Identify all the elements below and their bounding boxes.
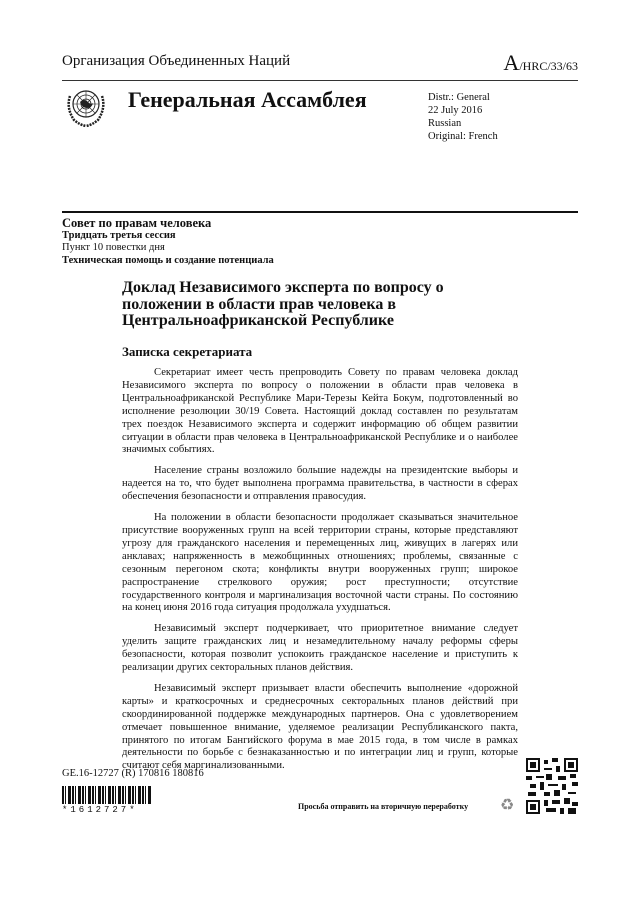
job-number: GE.16-12727 (R) 170816 180816 — [62, 768, 204, 779]
note-title: Записка секретариата — [122, 344, 253, 359]
assembly-title: Генеральная Ассамблея — [128, 87, 367, 112]
organization-name: Организация Объединенных Наций — [62, 53, 291, 69]
symbol-rest: /HRC/33/63 — [519, 59, 578, 73]
paragraph: Независимый эксперт подчеркивает, что приоритетное внимание следует уделить защите гражданских лиц и незамедлительному началу реформы сферы безопасности, которая позволит успокоить гражданское население и приступить к реализации других секторальных планов действия. — [122, 623, 518, 674]
recycle-icon: ♻ — [500, 797, 515, 814]
report-title: Доклад Независимого эксперта по вопросу о положении в области прав человека в Центральноафриканской Республике — [122, 279, 444, 329]
council-name: Совет по правам человека — [62, 216, 212, 230]
language: Russian — [428, 118, 462, 129]
document-symbol — [503, 50, 578, 76]
section-rule — [62, 211, 578, 213]
original-language: Original: French — [428, 131, 498, 142]
distribution: Distr.: General — [428, 92, 490, 103]
qr-code-icon — [526, 758, 578, 814]
symbol-prefix: A — [503, 50, 520, 75]
paragraph: Независимый эксперт призывает власти обеспечить выполнение «дорожной карты» и краткосрочных и среднесрочных секторальных планов действий при скоординированной поддержке международных партнеров. Она с удовлетворением отмечает повышенное внимание, уделяемое реализации Республиканского пакта, принятого по итогам Бангийского форума в мае 2015 года, в том числе в рамках деятельности по борьбе с безнаказанностью и по интеграции лиц и групп, которые считают себя маргинализованными. — [122, 682, 518, 772]
distribution-info — [428, 91, 498, 143]
paragraph: Население страны возложило большие надежды на президентские выборы и надеется на то, что будет выполнена программа правительства, в частности в сферах обеспечения безопасности и отправления правосудия. — [122, 465, 518, 503]
barcode-icon — [62, 786, 152, 804]
recycle-text: Просьба отправить на вторичную переработку — [298, 802, 469, 811]
date: 22 July 2016 — [428, 105, 483, 116]
paragraph: Секретариат имеет честь препроводить Совету по правам человека доклад Независимого эксперта по вопросу о положении в области прав человека в Центральноафриканской Республике Мари-Терезы Кейта Бокум, подготовленный во исполнение резолюции 30/19 Совета. Настоящий доклад составлен по результатам трех поездок Независимого эксперта и содержит информацию об общем развитии ситуации в области прав человека в Центральноафриканской Республике и о наиболее значимых событиях. — [122, 367, 518, 456]
body-text — [122, 367, 518, 781]
agenda-title: Техническая помощь и создание потенциала — [62, 254, 274, 266]
paragraph: На положении в области безопасности продолжает сказываться значительное присутствие вооруженных групп на всей территории страны, которые представляют угрозу для гражданского населения и перемещенных лиц, живущих в лагерях или анклавах; напряженность в межобщинных отношениях; проблемы, связанные с сезонным перегоном скота; конфликты внутри вооруженных групп; широкое распространение стрелкового оружия; рост преступности; отсутствие государственного контроля и маргинализация восточной части страны. По состоянию на конец июня 2016 года ситуация продолжала ухудшаться. — [122, 512, 518, 614]
un-emblem-icon — [64, 84, 108, 128]
council-info — [62, 217, 274, 267]
session: Тридцать третья сессия — [62, 229, 176, 241]
barcode-number: *1612727* — [62, 805, 138, 815]
agenda-item: Пункт 10 повестки дня — [62, 242, 165, 253]
header-rule — [62, 80, 578, 81]
